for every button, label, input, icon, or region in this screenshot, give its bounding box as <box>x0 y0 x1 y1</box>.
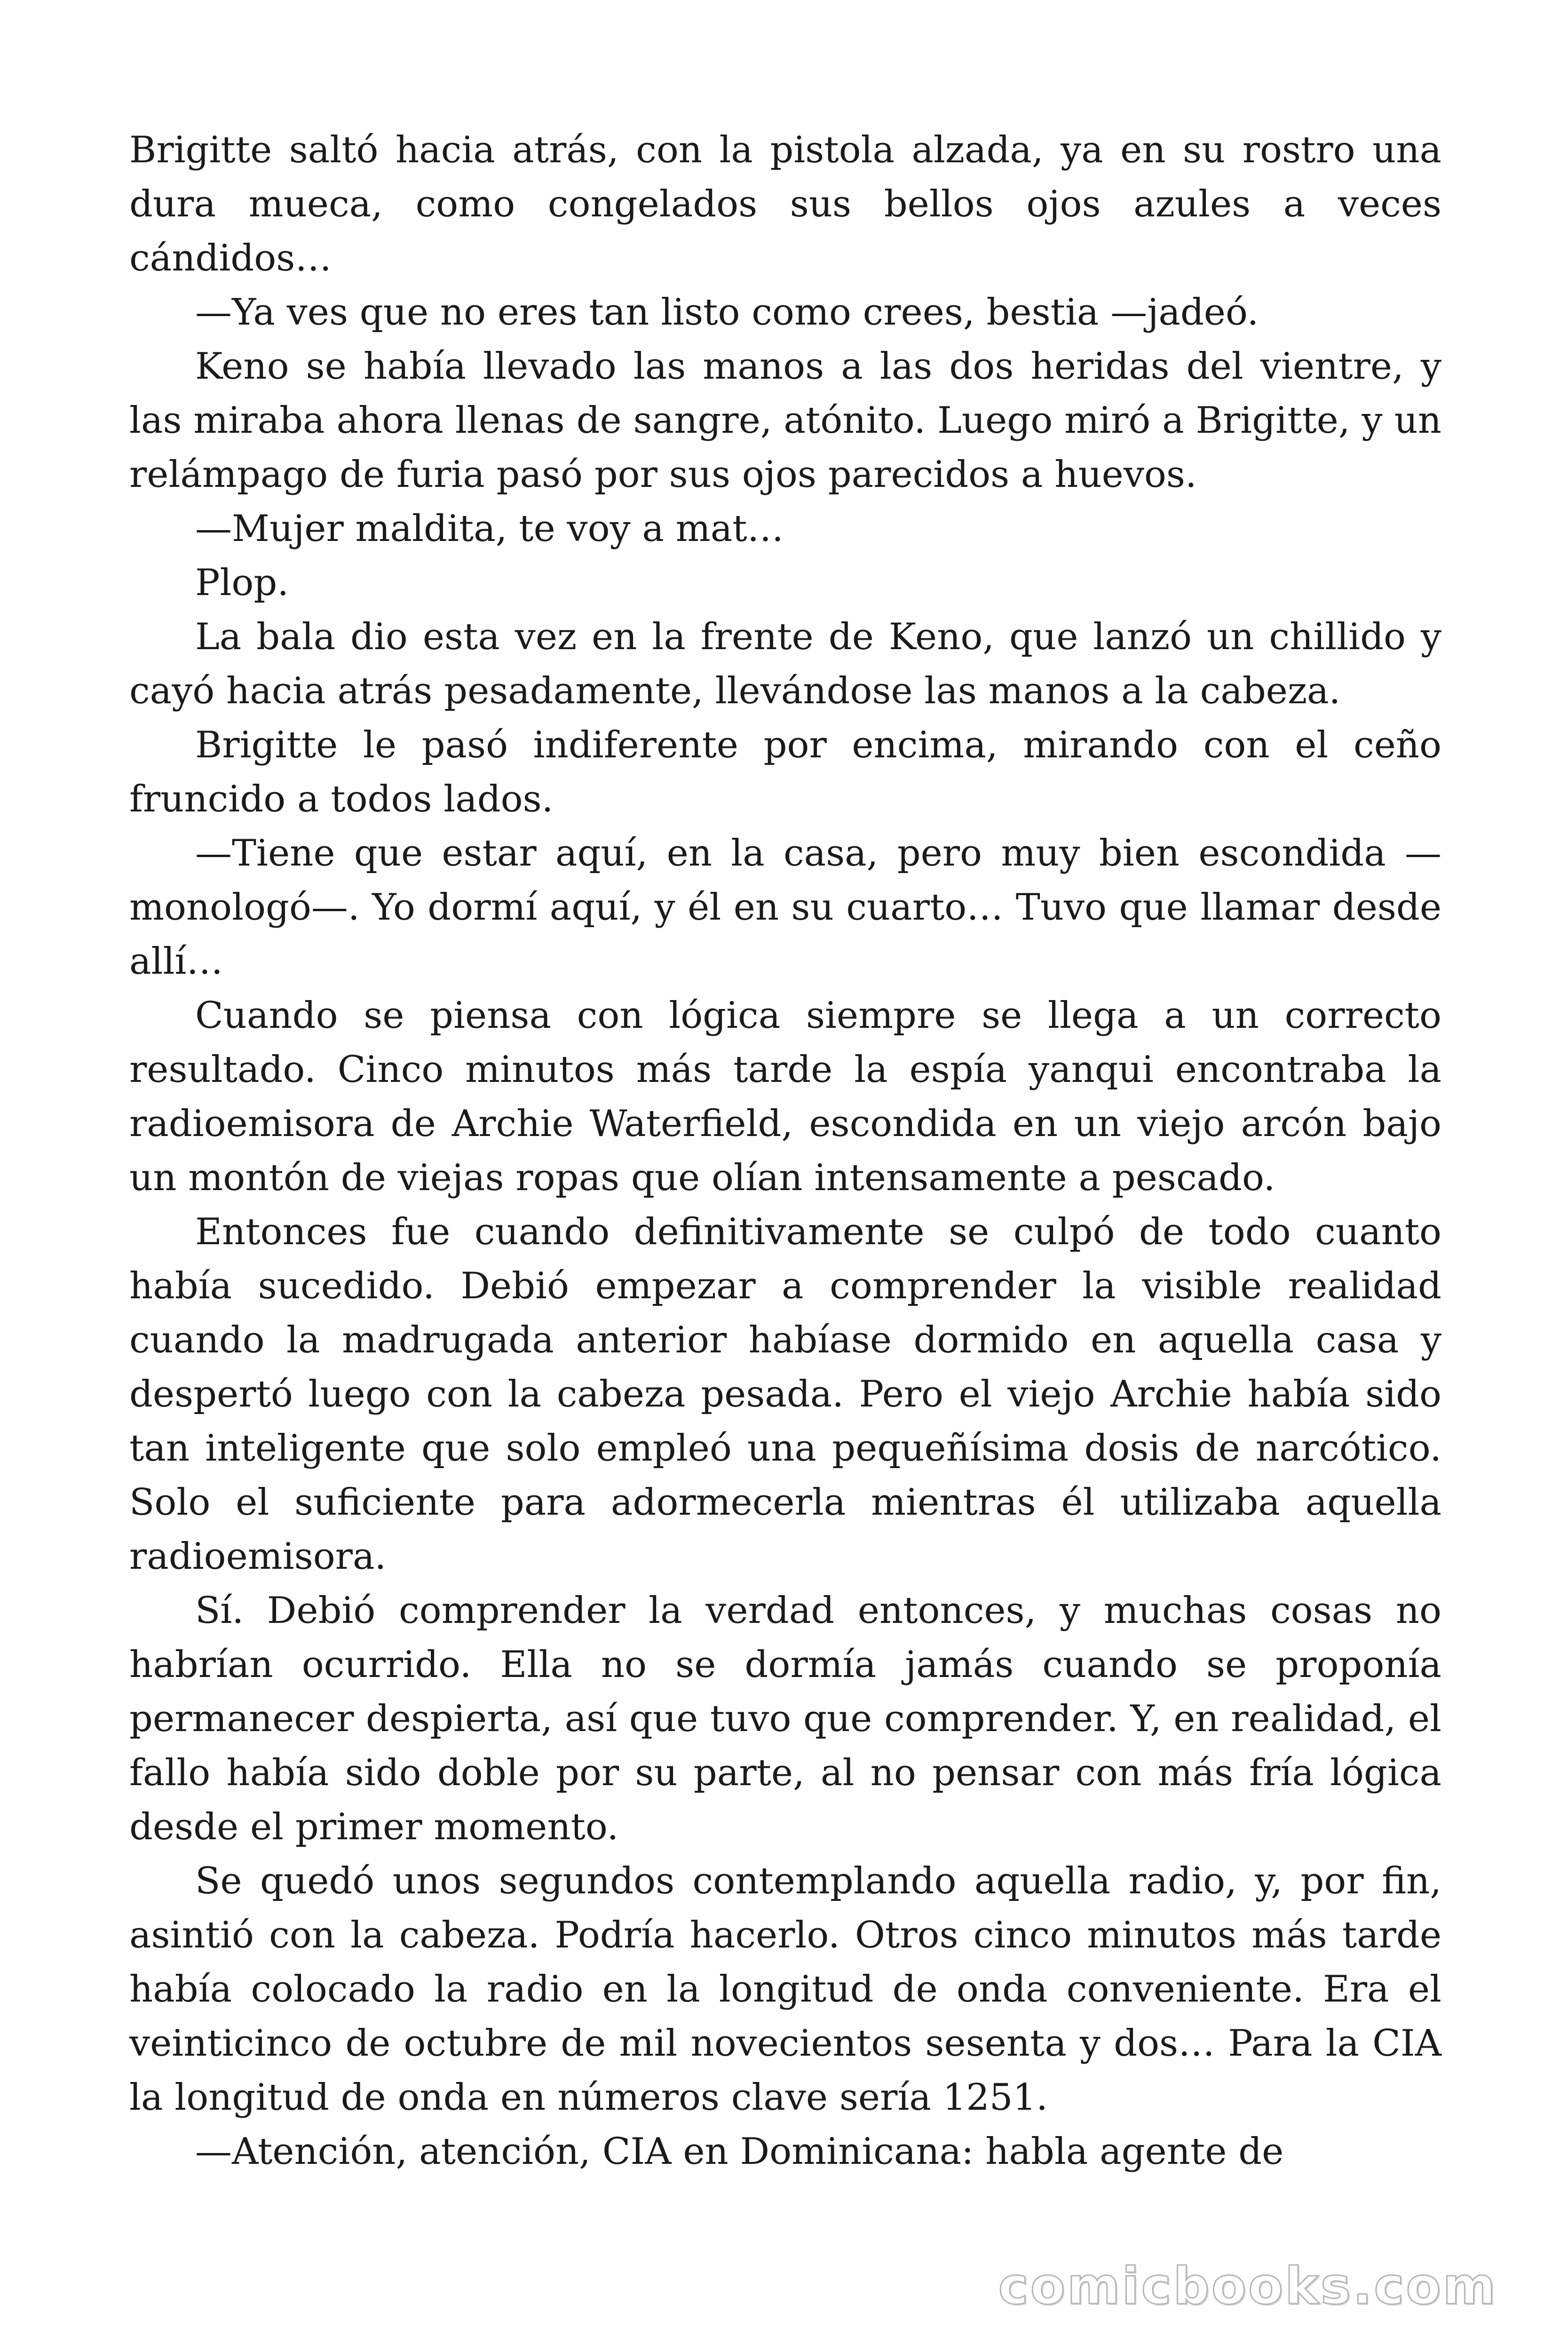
paragraph-10: Entonces fue cuando definitivamente se culpó de todo cuanto había sucedido. Debió empezar a comprender la visible realidad cuando la madrugada anterior habíase dormido en aquella casa y despertó luego con la cabeza pesada. Pero el viejo Archie había sido tan inteligente que solo empleó una pequeñísima dosis de narcótico. Solo el suficiente para adormecerla mientras él utilizaba aquella radioemisora. <box>129 1211 1441 1578</box>
paragraph-4: —Mujer maldita, te voy a mat… <box>195 508 784 550</box>
page-text <box>129 123 1441 2179</box>
watermark-logo: comicbooks.com <box>998 2257 1497 2316</box>
paragraph-3: Keno se había llevado las manos a las dos heridas del vientre, y las miraba ahora llenas de sangre, atónito. Luego miró a Brigitte, y un relámpago de furia pasó por sus ojos parecidos a huevos. <box>129 345 1441 496</box>
paragraph-13: —Atención, atención, CIA en Dominicana: habla agente de <box>195 2130 1284 2173</box>
paragraph-6: La bala dio esta vez en la frente de Keno, que lanzó un chillido y cayó hacia atrás pesadamente, llevándose las manos a la cabeza. <box>129 616 1441 712</box>
paragraph-8: —Tiene que estar aquí, en la casa, pero muy bien escondida —monologó—. Yo dormí aquí, y él en su cuarto… Tuvo que llamar desde allí… <box>129 832 1441 983</box>
paragraph-2: —Ya ves que no eres tan listo como crees, bestia —jadeó. <box>195 291 1259 334</box>
paragraph-12: Se quedó unos segundos contemplando aquella radio, y, por fin, asintió con la cabeza. Podría hacerlo. Otros cinco minutos más tarde había colocado la radio en la longitud de onda conveniente. Era el veinticinco de octubre de mil novecientos sesenta y dos… Para la CIA la longitud de onda en números clave sería 1251. <box>129 1860 1441 2119</box>
paragraph-5: Plop. <box>195 562 289 604</box>
paragraph-9: Cuando se piensa con lógica siempre se llega a un correcto resultado. Cinco minutos más tarde la espía yanqui encontraba la radioemisora de Archie Waterfield, escondida en un viejo arcón bajo un montón de viejas ropas que olían intensamente a pescado. <box>129 994 1441 1199</box>
paragraph-7: Brigitte le pasó indiferente por encima, mirando con el ceño fruncido a todos lados. <box>129 724 1441 820</box>
paragraph-11: Sí. Debió comprender la verdad entonces, y muchas cosas no habrían ocurrido. Ella no se dormía jamás cuando se proponía permanecer despierta, así que tuvo que comprender. Y, en realidad, el fallo había sido doble por su parte, al no pensar con más fría lógica desde el primer momento. <box>129 1589 1441 1848</box>
paragraph-1: Brigitte saltó hacia atrás, con la pistola alzada, ya en su rostro una dura mueca, como congelados sus bellos ojos azules a veces cándidos… <box>129 129 1441 279</box>
